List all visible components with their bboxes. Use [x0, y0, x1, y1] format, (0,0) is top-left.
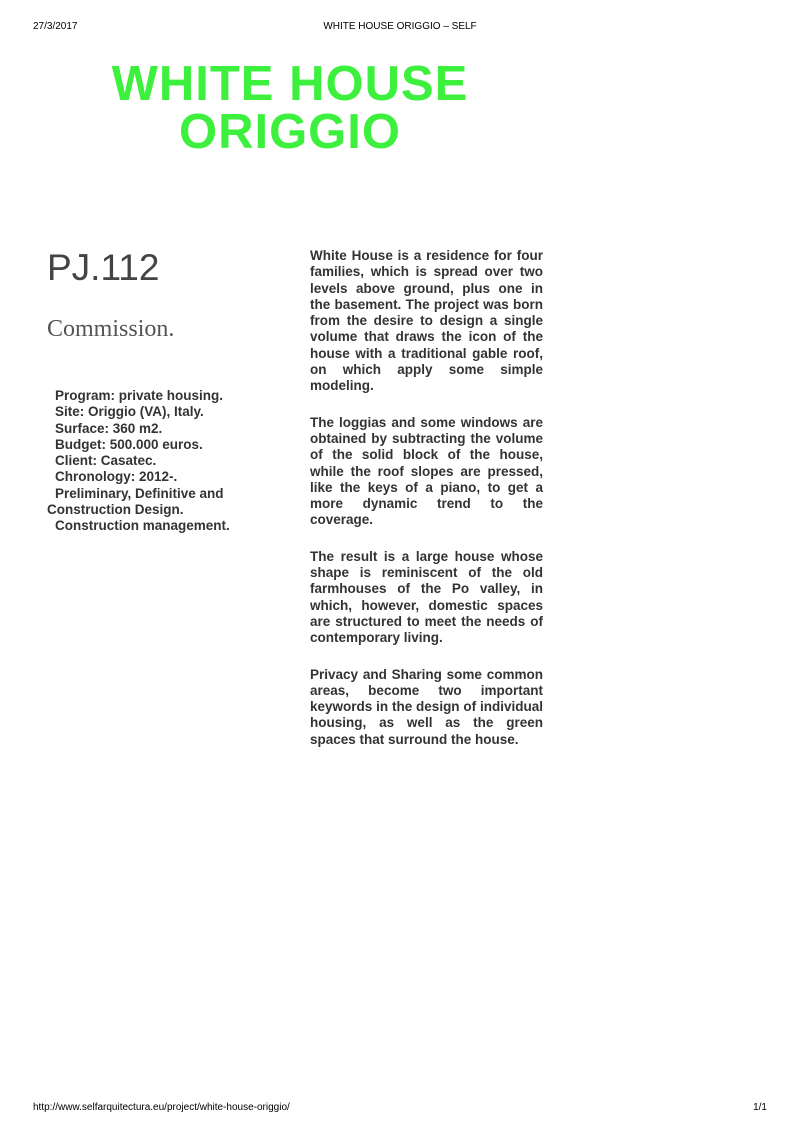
print-date: 27/3/2017 [33, 21, 78, 32]
spec-services-2: Construction Design. [47, 502, 184, 518]
description-paragraph: The loggias and some windows are obtained by subtracting the volume of the solid block of the house, while the roof slopes are pressed, like the keys of a piano, to get a more dynamic trend to the coverage. [310, 414, 543, 528]
spec-site: Site: Origgio (VA), Italy. [55, 404, 204, 420]
spec-services-1: Preliminary, Definitive and [55, 485, 224, 501]
print-page-title: WHITE HOUSE ORIGGIO – SELF [323, 21, 477, 32]
spec-budget: Budget: 500.000 euros. [55, 436, 203, 452]
project-description [310, 248, 543, 768]
project-number: PJ.112 [47, 247, 160, 288]
spec-chronology: Chronology: 2012-. [55, 469, 178, 485]
page-url: http://www.selfarquitectura.eu/project/white-house-origgio/ [33, 1102, 290, 1113]
project-title [80, 57, 500, 159]
spec-client: Client: Casatec. [55, 453, 157, 469]
project-category: Commission. [47, 316, 175, 342]
project-title-line-1: WHITE HOUSE [111, 57, 469, 111]
spec-program: Program: private housing. [55, 388, 224, 403]
project-title-line-2: ORIGGIO [178, 105, 402, 159]
print-header [0, 0, 800, 40]
description-paragraph: The result is a large house whose shape is reminiscent of the old farmhouses of the Po valley, in which, however, domestic spaces are structured to meet the needs of contemporary living. [310, 548, 543, 646]
project-specs [47, 388, 277, 535]
print-footer [0, 1100, 800, 1120]
spec-services-3: Construction management. [55, 518, 230, 534]
description-paragraph: Privacy and Sharing some common areas, become two important keywords in the design of individual housing, as well as the green spaces that surround the house. [310, 666, 543, 747]
page-count: 1/1 [753, 1102, 767, 1113]
spec-surface: Surface: 360 m2. [55, 420, 163, 436]
description-paragraph: White House is a residence for four families, which is spread over two levels above ground, plus one in the basement. The project was born from the desire to design a single volume that draws the icon of the house with a traditional gable roof, on which apply some simple modeling. [310, 248, 543, 394]
